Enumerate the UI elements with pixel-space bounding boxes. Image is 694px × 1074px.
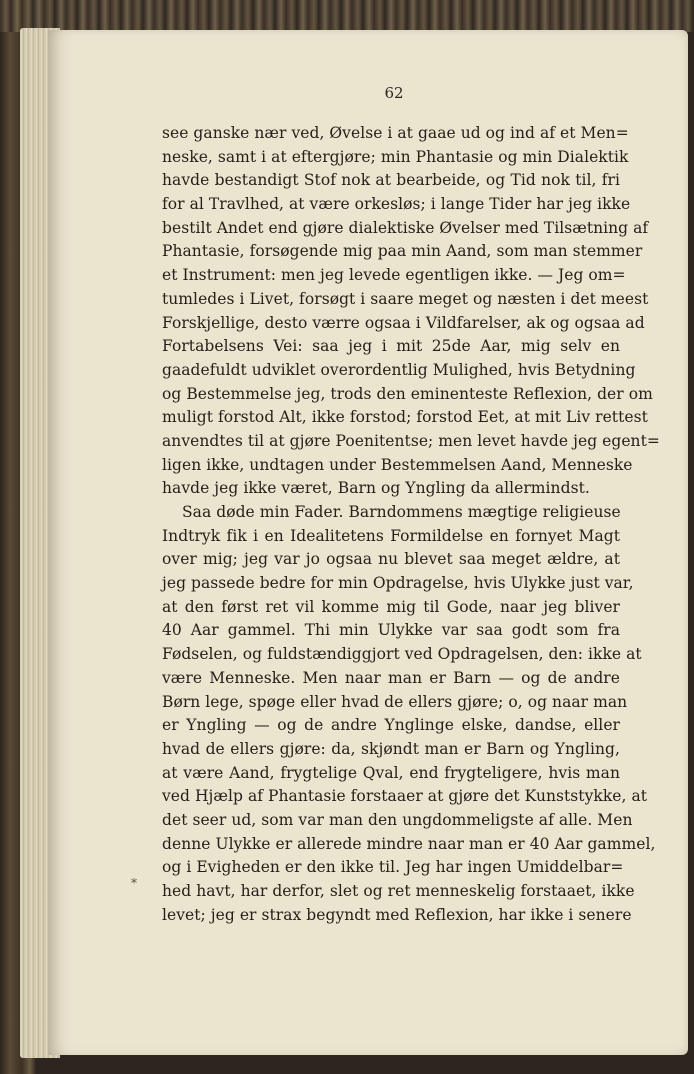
- text-line: hed havt, har derfor, slet og ret menneskelig forstaaet, ikke: [162, 882, 635, 900]
- text-line: at den først ret vil komme mig til Gode, naar jeg bliver: [162, 597, 620, 616]
- text-line: være Menneske. Men naar man er Barn — og de andre: [162, 668, 620, 687]
- text-line: anvendtes til at gjøre Poenitentse; men levet havde jeg egent=: [162, 431, 660, 450]
- margin-annotation-mark: *: [131, 876, 137, 890]
- text-line: for al Travlhed, at være orkesløs; i lange Tider har jeg ikke: [162, 195, 631, 214]
- text-line: jeg passede bedre for min Opdragelse, hvis Ulykke just var,: [162, 574, 634, 593]
- text-line: havde bestandigt Stof nok at bearbeide, og Tid nok til, fri: [162, 171, 620, 190]
- text-line: over mig; jeg var jo ogsaa nu blevet saa meget ældre, at: [162, 550, 620, 569]
- text-line: Fortabelsens Vei: saa jeg i mit 25de Aar, mig selv en: [162, 337, 620, 356]
- text-line: denne Ulykke er allerede mindre naar man er 40 Aar gammel,: [162, 834, 656, 853]
- text-line: Børn lege, spøge eller hvad de ellers gjøre; o, og naar man: [162, 692, 628, 711]
- page-number: 62: [384, 84, 404, 102]
- text-line: ligen ikke, undtagen under Bestemmelsen Aand, Menneske: [162, 455, 633, 474]
- text-line: gaadefuldt udviklet overordentlig Mulighed, hvis Betydning: [162, 360, 636, 379]
- text-line: et Instrument: men jeg levede egentligen ikke. — Jeg om=: [162, 266, 626, 285]
- text-line: havde jeg ikke været, Barn og Yngling da allermindst.: [162, 479, 590, 498]
- text-line: Phantasie, forsøgende mig paa min Aand, som man stemmer: [162, 242, 643, 261]
- text-line: tumledes i Livet, forsøgt i saare meget og næsten i det meest: [162, 289, 649, 308]
- text-line: ved Hjælp af Phantasie forstaaer at gjøre det Kunststykke, at: [162, 787, 648, 806]
- text-line: Forskjellige, desto værre ogsaa i Vildfarelser, ak og ogsaa ad: [162, 313, 645, 332]
- text-line: hvad de ellers gjøre: da, skjøndt man er Barn og Yngling,: [162, 739, 620, 758]
- text-line: og i Evigheden er den ikke til. Jeg har ingen Umiddelbar=: [162, 858, 624, 877]
- text-line: det seer ud, som var man den ungdommeligste af alle. Men: [162, 810, 633, 829]
- text-line: 40 Aar gammel. Thi min Ulykke var saa godt som fra: [162, 621, 620, 640]
- body-text: [162, 122, 660, 927]
- text-line: Indtryk fik i en Idealitetens Formildelse en fornyet Magt: [162, 526, 620, 545]
- text-line: at være Aand, frygtelige Qval, end frygteligere, hvis man: [162, 763, 620, 782]
- text-line: Fødselen, og fuldstændiggjort ved Opdragelsen, den: ikke at: [162, 645, 642, 664]
- book-binding-edge: [0, 0, 694, 32]
- text-line: muligt forstod Alt, ikke forstod; forstod Eet, at mit Liv rettest: [162, 408, 648, 427]
- text-line: og Bestemmelse jeg, trods den eminenteste Reflexion, der om: [162, 384, 653, 403]
- text-line: levet; jeg er strax begyndt med Reflexion, har ikke i senere: [162, 905, 632, 924]
- text-line: Saa døde min Fader. Barndommens mægtige religieuse: [182, 503, 621, 521]
- text-line: neske, samt i at eftergjøre; min Phantasie og min Dialektik: [162, 147, 629, 166]
- text-line: bestilt Andet end gjøre dialektiske Øvelser med Tilsætning af: [162, 218, 649, 237]
- text-line: er Yngling — og de andre Ynglinge elske, dandse, eller: [162, 716, 620, 735]
- text-line: see ganske nær ved, Øvelse i at gaae ud og ind af et Men=: [162, 124, 629, 142]
